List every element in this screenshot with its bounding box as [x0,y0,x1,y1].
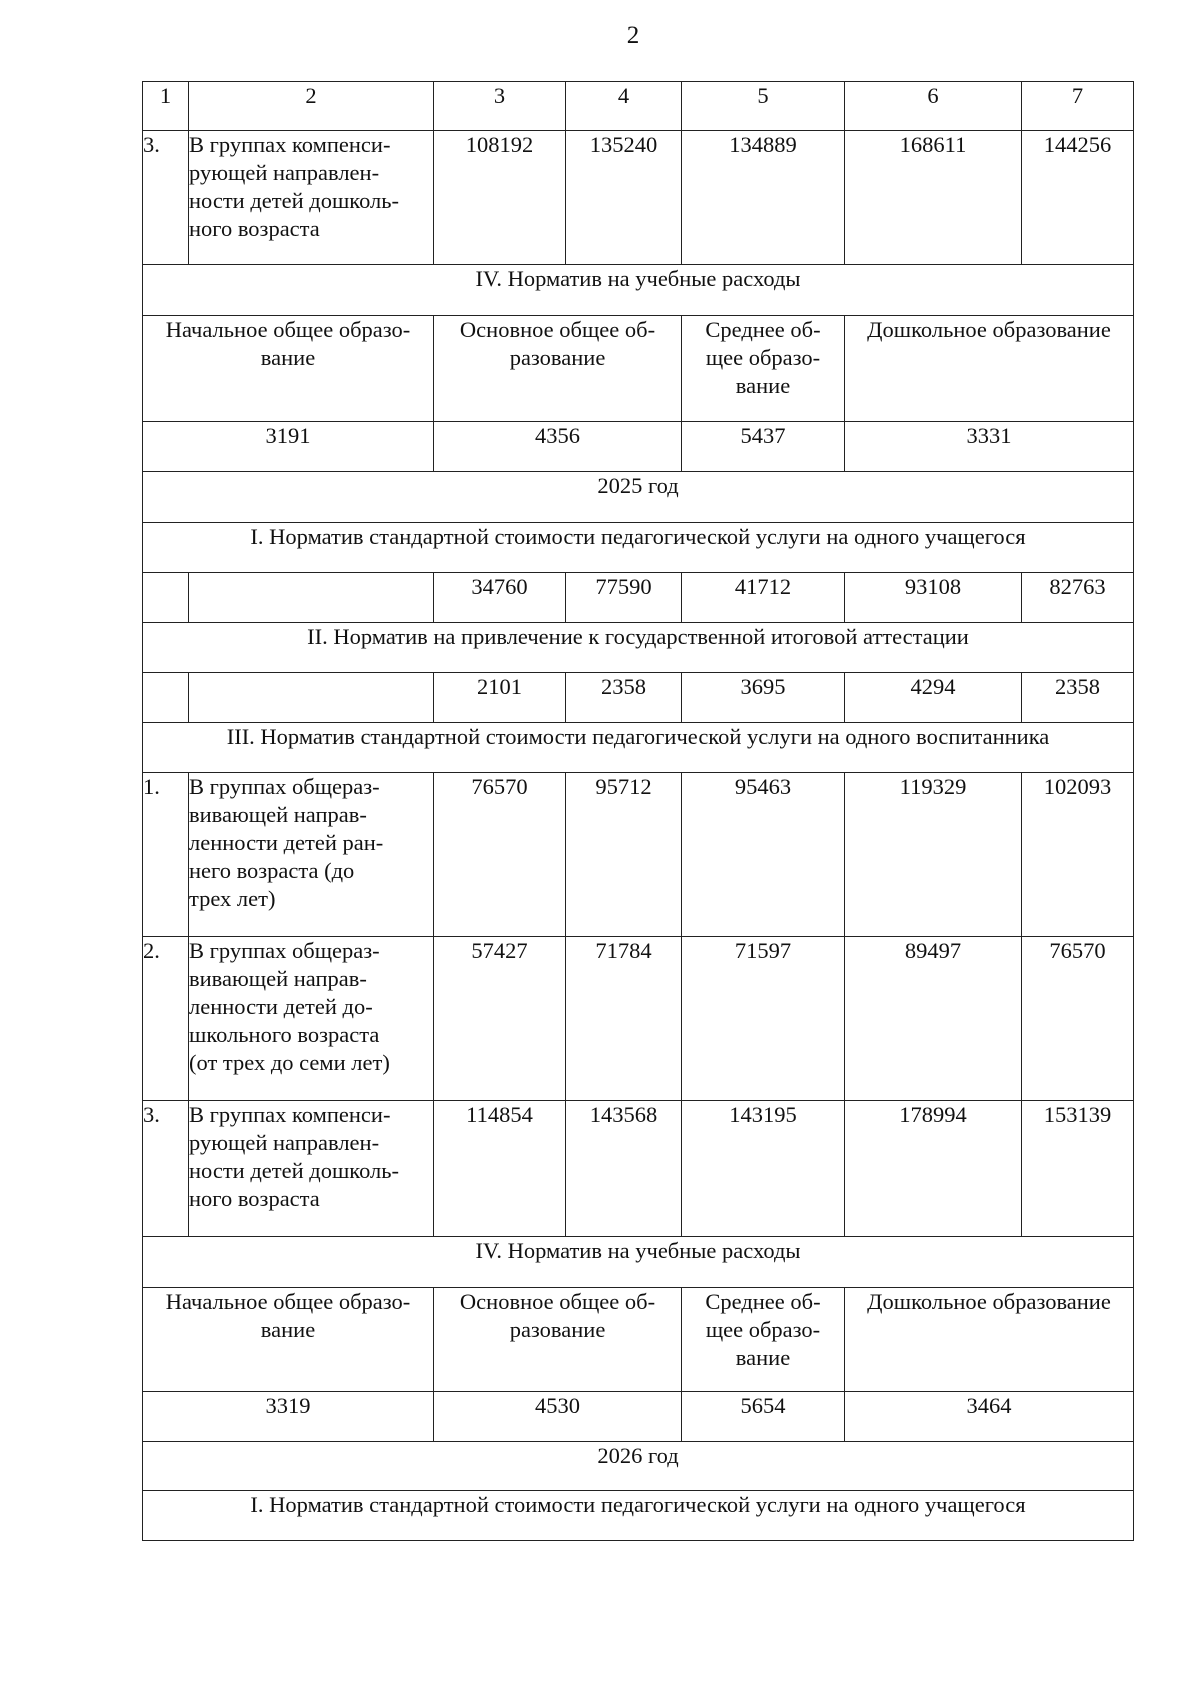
row-number: 3. [143,1101,189,1237]
value-cell: 2358 [566,673,682,723]
table-row [143,131,1134,265]
row-label: В группах компенси- рующей направлен- ности детей дошколь- ного возраста [189,1101,434,1237]
value-cell: 143568 [566,1101,682,1237]
empty-cell [189,673,434,723]
value-cell: 4530 [434,1392,682,1442]
value-cell: 143195 [682,1101,845,1237]
column-header: 1 [143,82,189,131]
value-cell: 144256 [1022,131,1134,265]
level-header: Среднее об- щее образо- вание [682,316,845,422]
value-cell: 95712 [566,773,682,937]
value-cell: 34760 [434,573,566,623]
empty-cell [189,573,434,623]
value-cell: 76570 [434,773,566,937]
value-cell: 89497 [845,937,1022,1101]
value-cell: 2101 [434,673,566,723]
level-header: Начальное общее образо- вание [143,316,434,422]
value-cell: 77590 [566,573,682,623]
value-cell: 4294 [845,673,1022,723]
column-header-row [143,82,1134,131]
value-cell: 57427 [434,937,566,1101]
column-header: 7 [1022,82,1134,131]
value-cell: 82763 [1022,573,1134,623]
value-cell: 135240 [566,131,682,265]
section-title: II. Норматив на привлечение к государственной итоговой аттестации [143,623,1134,673]
value-cell: 3695 [682,673,845,723]
level-header: Дошкольное образование [845,1288,1134,1392]
table-row [143,937,1134,1101]
value-cell: 3319 [143,1392,434,1442]
value-cell: 71784 [566,937,682,1101]
page-number: 2 [626,22,640,49]
value-cell: 95463 [682,773,845,937]
section-title: I. Норматив стандартной стоимости педагогической услуги на одного учащегося [143,523,1134,573]
value-cell: 114854 [434,1101,566,1237]
value-cell: 41712 [682,573,845,623]
value-cell: 71597 [682,937,845,1101]
level-value-row [143,1392,1134,1442]
row-label: В группах компенси- рующей направлен- ности детей дошколь- ного возраста [189,131,434,265]
column-header: 2 [189,82,434,131]
section-title: IV. Норматив на учебные расходы [143,1237,1134,1288]
value-cell: 153139 [1022,1101,1134,1237]
level-header-row [143,1288,1134,1392]
value-cell: 3464 [845,1392,1134,1442]
level-header: Основное общее об- разование [434,1288,682,1392]
norms-table [142,81,1134,1541]
level-value-row [143,422,1134,472]
value-cell: 119329 [845,773,1022,937]
table-row [143,573,1134,623]
section-title: I. Норматив стандартной стоимости педагогической услуги на одного учащегося [143,1491,1134,1541]
level-header: Основное общее об- разование [434,316,682,422]
table-row [143,773,1134,937]
level-header: Начальное общее образо- вание [143,1288,434,1392]
value-cell: 93108 [845,573,1022,623]
value-cell: 2358 [1022,673,1134,723]
year-heading: 2026 год [143,1442,1134,1491]
column-header: 3 [434,82,566,131]
level-header-row [143,316,1134,422]
empty-cell [143,673,189,723]
column-header: 4 [566,82,682,131]
row-number: 3. [143,131,189,265]
value-cell: 5654 [682,1392,845,1442]
table-row [143,673,1134,723]
value-cell: 134889 [682,131,845,265]
section-title: III. Норматив стандартной стоимости педагогической услуги на одного воспитанника [143,723,1134,773]
value-cell: 102093 [1022,773,1134,937]
value-cell: 3191 [143,422,434,472]
value-cell: 168611 [845,131,1022,265]
value-cell: 4356 [434,422,682,472]
row-number: 2. [143,937,189,1101]
value-cell: 5437 [682,422,845,472]
row-number: 1. [143,773,189,937]
level-header: Дошкольное образование [845,316,1134,422]
table-row [143,1101,1134,1237]
year-heading: 2025 год [143,472,1134,523]
value-cell: 108192 [434,131,566,265]
value-cell: 3331 [845,422,1134,472]
column-header: 6 [845,82,1022,131]
section-title: IV. Норматив на учебные расходы [143,265,1134,316]
value-cell: 76570 [1022,937,1134,1101]
level-header: Среднее об- щее образо- вание [682,1288,845,1392]
column-header: 5 [682,82,845,131]
row-label: В группах общераз- вивающей направ- ленности детей до- школьного возраста (от трех до семи лет) [189,937,434,1101]
row-label: В группах общераз- вивающей направ- ленности детей ран- него возраста (до трех лет) [189,773,434,937]
value-cell: 178994 [845,1101,1022,1237]
empty-cell [143,573,189,623]
